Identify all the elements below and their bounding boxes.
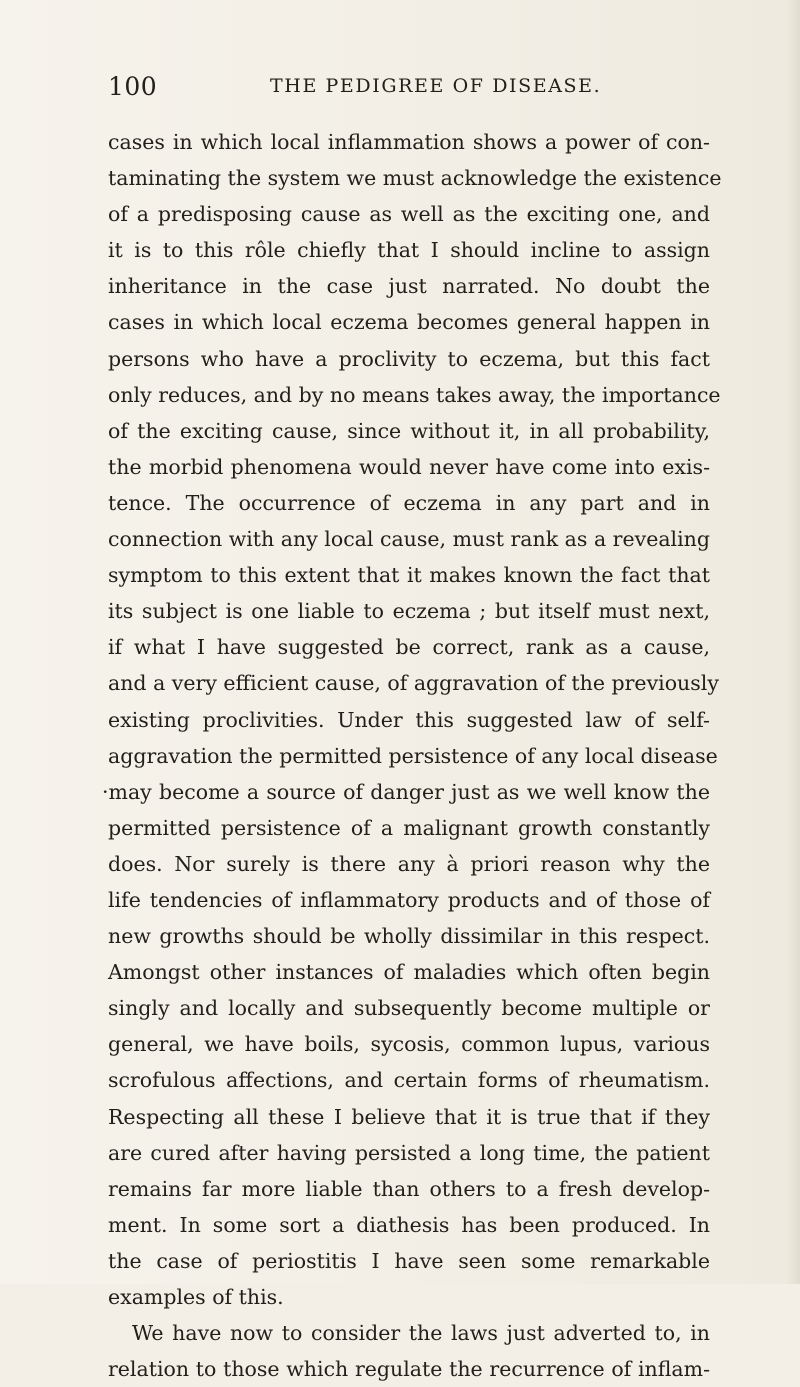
text-line: of a predisposing cause as well as the exciting one, and [108, 202, 710, 227]
text-line: We have now to consider the laws just adverted to, in [132, 1321, 710, 1346]
text-line: inheritance in the case just narrated. No doubt the [108, 274, 710, 299]
text-line: symptom to this extent that it makes known the fact that [108, 563, 710, 588]
text-line: life tendencies of inflammatory products and of those of [108, 887, 710, 912]
text-line: tence. The occurrence of eczema in any part and in [108, 490, 710, 515]
text-line: aggravation the permitted persistence of any local disease [108, 743, 718, 768]
page-header [108, 72, 700, 112]
text-line: cases in which local eczema becomes general happen in [108, 310, 710, 335]
text-line: new growths should be wholly dissimilar in this respect. [108, 924, 710, 949]
running-head: THE PEDIGREE OF DISEASE. [270, 75, 602, 97]
text-line: relation to those which regulate the recurrence of inflam- [108, 1357, 710, 1382]
text-line: its subject is one liable to eczema ; but itself must next, [108, 599, 710, 624]
text-line: connection with any local cause, must rank as a revealing [108, 527, 710, 552]
text-line: singly and locally and subsequently become multiple or [108, 996, 710, 1021]
text-line: scrofulous affections, and certain forms of rheumatism. [108, 1068, 710, 1093]
text-line: ·may become a source of danger just as we well know the [102, 779, 710, 804]
text-line: Respecting all these I believe that it is true that if they [108, 1104, 710, 1129]
text-line: examples of this. [108, 1285, 284, 1309]
text-line: it is to this rôle chiefly that I should incline to assign [108, 238, 710, 263]
text-line: general, we have boils, sycosis, common lupus, various [108, 1032, 710, 1057]
page-edge-shadow [786, 0, 800, 1284]
page-number: 100 [108, 72, 158, 101]
text-line: remains far more liable than others to a fresh develop- [108, 1176, 710, 1201]
text-line: only reduces, and by no means takes away, the importance [108, 382, 721, 407]
text-line: ment. In some sort a diathesis has been produced. In [108, 1212, 710, 1237]
text-line: taminating the system we must acknowledge the existence [108, 166, 722, 191]
body-text [102, 124, 722, 1387]
text-line: and a very efficient cause, of aggravation of the previously [108, 671, 719, 696]
text-line: are cured after having persisted a long time, the patient [108, 1140, 710, 1165]
text-line: existing proclivities. Under this suggested law of self- [108, 707, 710, 732]
text-line: the case of periostitis I have seen some remarkable [108, 1248, 710, 1273]
text-line: cases in which local inflammation shows a power of con- [108, 130, 710, 154]
text-line: Amongst other instances of maladies which often begin [108, 960, 710, 985]
text-line: does. Nor surely is there any à priori reason why the [108, 851, 710, 876]
text-line: persons who have a proclivity to eczema, but this fact [108, 346, 710, 371]
text-line: the morbid phenomena would never have come into exis- [108, 454, 710, 479]
text-line: of the exciting cause, since without it, in all probability, [108, 418, 710, 443]
text-line: permitted persistence of a malignant growth constantly [108, 815, 710, 840]
text-line: if what I have suggested be correct, rank as a cause, [108, 635, 710, 660]
